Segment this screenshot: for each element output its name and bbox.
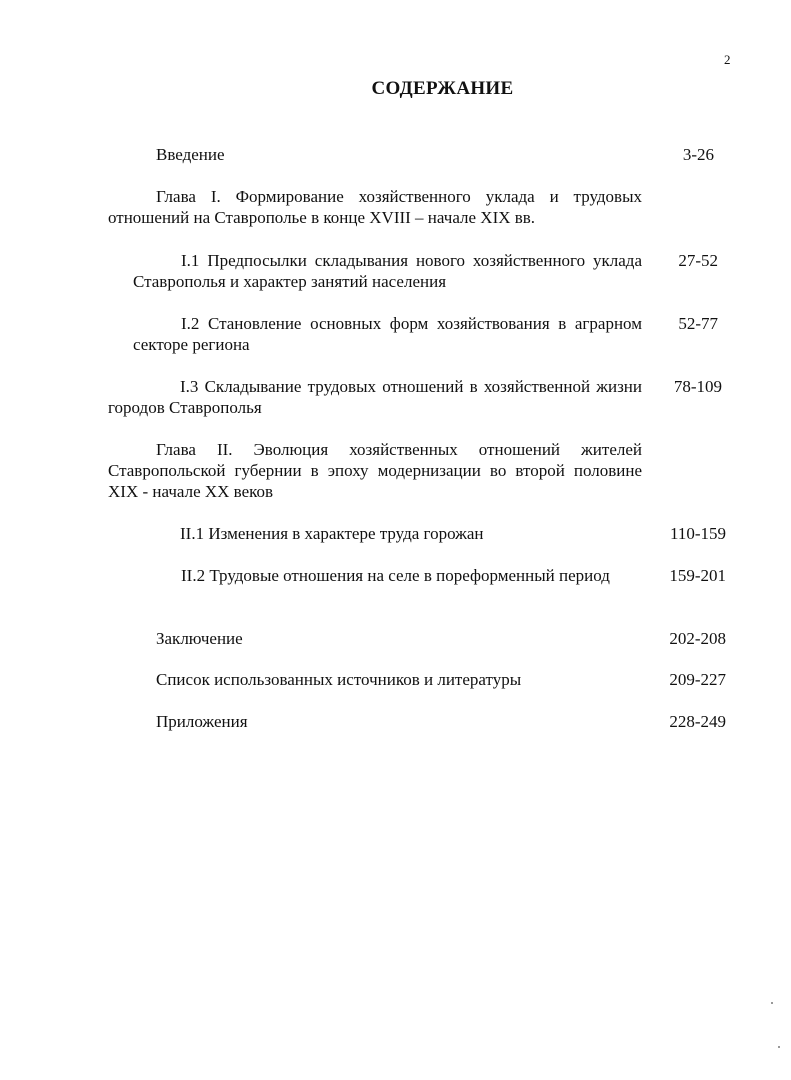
toc-entry-section-2-1 [180, 523, 726, 545]
toc-entry-section-1-2 [133, 313, 718, 357]
scan-speck [771, 1002, 773, 1004]
toc-entry-chapter-2 [108, 439, 642, 505]
toc-entry-text: Заключение [156, 629, 243, 648]
toc-entry-text: Список использованных источников и литературы [156, 670, 522, 689]
toc-entry-text: Глава I. Формирование хозяйственного уклада и трудовых отношений на Ставрополье в конце XVIII – начале XIX вв. [108, 187, 642, 227]
toc-entry-chapter-1 [108, 186, 642, 230]
toc-entry-pages: 209-227 [669, 670, 726, 689]
toc-entry-text: I.3 Складывание трудовых отношений в хозяйственной жизни городов Ставрополья [108, 377, 642, 417]
toc-entry-pages: 27-52 [678, 251, 718, 270]
toc-entry-pages: 78-109 [673, 377, 722, 396]
toc-entry-pages: 228-249 [669, 712, 726, 731]
toc-entry-section-1-3 [108, 376, 722, 420]
scan-speck [778, 1046, 780, 1048]
toc-entry-section-2-2 [133, 565, 726, 609]
page-title: СОДЕРЖАНИЕ [371, 78, 514, 99]
page-number: 2 [724, 52, 731, 67]
toc-entry-appendices [156, 711, 726, 733]
toc-entry-text: I.1 Предпосылки складывания нового хозяйственного уклада Ставрополья и характер занятий населения [133, 251, 642, 291]
toc-entry-pages: 110-159 [669, 524, 726, 543]
toc-entry-text: II.1 Изменения в характере труда горожан [180, 524, 484, 543]
toc-entry-text: Приложения [156, 712, 248, 731]
toc-entry-conclusion [156, 628, 726, 650]
toc-entry-text: Глава II. Эволюция хозяйственных отношений жителей Ставропольской губернии в эпоху модернизации во второй половине XIX - начале XX веков [108, 440, 642, 501]
toc-entry-text: Введение [156, 145, 225, 164]
toc-entry-pages: 3-26 [682, 145, 714, 164]
toc-entry-section-1-1 [133, 250, 718, 294]
toc-entry-text: I.2 Становление основных форм хозяйствования в аграрном секторе региона [133, 314, 642, 354]
toc-entry-pages: 52-77 [678, 314, 718, 333]
toc-entry-pages: 202-208 [669, 629, 726, 648]
toc-entry-pages: 159-201 [669, 566, 726, 585]
toc-entry-text: II.2 Трудовые отношения на селе в пореформенный период [181, 566, 610, 585]
toc-entry-introduction [156, 144, 726, 166]
toc-entry-bibliography [156, 669, 726, 691]
